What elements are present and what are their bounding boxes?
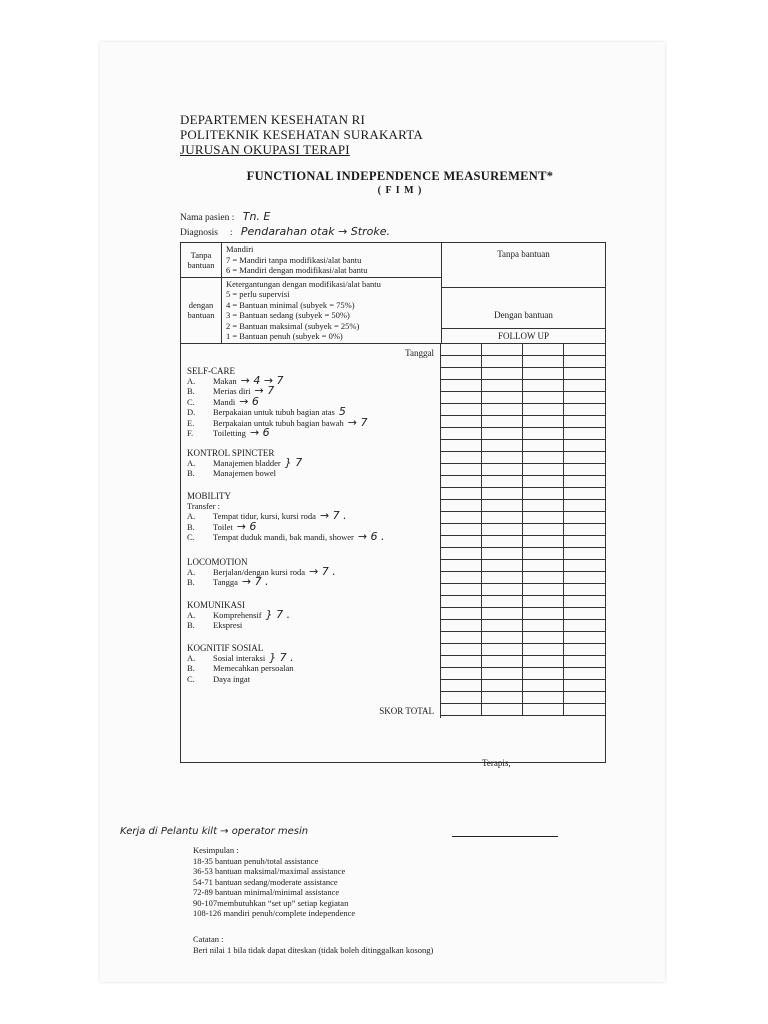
follow-up-header: FOLLOW UP — [442, 328, 605, 343]
follow-up-cell — [564, 428, 605, 440]
levels-right — [442, 243, 605, 343]
item-score: } 7 . — [269, 650, 294, 664]
level-item: 4 = Bantuan minimal (subyek = 75%) — [226, 299, 355, 310]
follow-up-cell — [441, 356, 482, 368]
signature-line — [452, 836, 558, 837]
follow-up-cell — [523, 476, 564, 488]
follow-up-cell — [441, 500, 482, 512]
list-item — [187, 468, 434, 479]
kesimpulan-line: 108-126 mandiri penuh/complete independence — [193, 908, 356, 918]
header-dept: DEPARTEMEN KESEHATAN RI — [180, 112, 366, 127]
diagnosis-label: Diagnosis — [180, 228, 218, 238]
follow-up-cell — [523, 512, 564, 524]
follow-up-cell — [564, 656, 605, 668]
kesimpulan-line: 54-71 bantuan sedang/moderate assistance — [193, 876, 338, 887]
follow-up-cell — [523, 704, 564, 716]
follow-up-cell — [523, 572, 564, 584]
follow-up-cell — [441, 428, 482, 440]
header-poltek: POLITEKNIK KESEHATAN SURAKARTA — [180, 127, 423, 142]
follow-up-cell — [482, 392, 523, 404]
follow-up-cell — [482, 548, 523, 560]
item-score: 5 — [338, 405, 346, 418]
item-label: Toilet — [213, 521, 233, 532]
follow-up-cell — [441, 704, 482, 716]
kesimpulan-line: 90-107membutuhkan “set up” setiap kegiatan — [193, 897, 349, 908]
header-jurusan: JURUSAN OKUPASI TERAPI — [180, 142, 350, 157]
item-score: → 7 . — [309, 564, 336, 578]
patient-info: Nama pasien : Tn. E Diagnosis : Pendarahan otak → Stroke. — [180, 210, 390, 238]
follow-up-cell — [523, 680, 564, 692]
level-item: 2 = Bantuan maksimal (subyek = 25%) — [226, 320, 360, 331]
tanggal-label: Tanggal — [405, 347, 434, 358]
item-score: → 6 — [249, 426, 270, 439]
fim-table — [180, 242, 606, 763]
level-item: 5 = perlu supervisi — [226, 289, 290, 299]
list-item — [187, 386, 434, 397]
follow-up-cell — [482, 692, 523, 704]
item-label: Berjalan/dengan kursi roda — [213, 566, 306, 577]
follow-up-cell — [482, 356, 523, 368]
tanpa-items — [222, 243, 441, 277]
item-label: Tempat duduk mandi, bak mandi, shower — [213, 532, 354, 542]
follow-up-cell — [564, 440, 605, 452]
follow-up-cell — [441, 692, 482, 704]
follow-up-cell — [564, 692, 605, 704]
follow-up-cell — [523, 500, 564, 512]
item-score: → 7 — [347, 415, 368, 429]
follow-up-cell — [523, 452, 564, 464]
follow-up-cell — [482, 656, 523, 668]
dengan-row — [181, 278, 441, 343]
kesimpulan-line: 72-89 bantuan minimal/minimal assistance — [193, 887, 340, 897]
follow-up-cell — [441, 452, 482, 464]
follow-up-cell — [482, 500, 523, 512]
kesimpulan-line: 36-53 bantuan maksimal/maximal assistance — [193, 866, 346, 876]
catatan-title: Catatan : — [193, 934, 224, 944]
follow-up-cell — [523, 584, 564, 596]
follow-up-cell — [523, 668, 564, 680]
follow-up-cell — [564, 584, 605, 596]
follow-up-cell — [564, 608, 605, 620]
item-key: B. — [187, 468, 195, 478]
item-key: B. — [187, 577, 195, 587]
follow-up-cell — [564, 620, 605, 632]
follow-up-cell — [482, 416, 523, 428]
follow-up-cell — [523, 536, 564, 548]
section-title: SELF-CARE — [187, 365, 236, 376]
follow-up-cell — [482, 428, 523, 440]
level-item: Ketergantungan dengan modifikasi/alat bantu — [226, 278, 381, 289]
follow-up-cell — [564, 392, 605, 404]
section-title: KOMUNIKASI — [187, 599, 245, 610]
item-label: Mandi — [213, 396, 236, 407]
follow-up-cell — [482, 608, 523, 620]
follow-up-cell — [564, 500, 605, 512]
follow-up-cell — [482, 620, 523, 632]
follow-up-cell — [441, 680, 482, 692]
follow-up-cell — [482, 668, 523, 680]
dengan-label: dengan bantuan — [181, 278, 222, 343]
section-title: MOBILITY — [187, 490, 231, 501]
follow-up-cell — [523, 620, 564, 632]
follow-up-cell — [482, 476, 523, 488]
item-key: C. — [187, 396, 195, 407]
level-item: Mandiri — [226, 244, 254, 254]
level-item: 7 = Mandiri tanpa modifikasi/alat bantu — [226, 254, 362, 265]
tanpa-row — [181, 243, 441, 278]
follow-up-cell — [482, 644, 523, 656]
follow-up-cell — [482, 536, 523, 548]
follow-up-cell — [482, 704, 523, 716]
item-label: Tangga — [213, 577, 238, 587]
name-label: Nama pasien — [180, 213, 230, 223]
item-label: Komprehensif — [213, 609, 262, 620]
follow-up-cell — [564, 368, 605, 380]
right-dengan-label: Dengan bantuan — [494, 310, 553, 321]
item-score: → 7 . — [241, 575, 269, 588]
item-label: Memecahkan persoalan — [213, 663, 294, 673]
item-label: Toiletting — [213, 428, 246, 438]
handwritten-note: Kerja di Pelantu kilt → operator mesin — [120, 826, 309, 837]
item-score: → 7 — [254, 384, 275, 397]
follow-up-cell — [564, 476, 605, 488]
diagnosis-value: Pendarahan otak → Stroke. — [240, 225, 390, 238]
follow-up-cell — [441, 404, 482, 416]
item-label: Berpakaian untuk tubuh bagian atas — [213, 407, 335, 417]
follow-up-cell — [441, 512, 482, 524]
follow-up-cell — [482, 464, 523, 476]
item-label: Berpakaian untuk tubuh bagian bawah — [213, 417, 344, 428]
list-item — [187, 428, 434, 439]
kesimpulan-line: 18-35 bantuan penuh/total assistance — [193, 855, 319, 866]
item-key: B. — [187, 663, 195, 673]
follow-up-cell — [523, 488, 564, 500]
follow-up-cell — [564, 344, 605, 356]
follow-up-cell — [441, 368, 482, 380]
skor-total-label: SKOR TOTAL — [379, 705, 434, 716]
item-score: } 7 — [284, 455, 303, 469]
follow-up-cell — [441, 584, 482, 596]
follow-up-cell — [441, 536, 482, 548]
follow-up-cell — [564, 452, 605, 464]
follow-up-cell — [482, 584, 523, 596]
follow-up-cell — [564, 704, 605, 716]
follow-up-cell — [523, 644, 564, 656]
follow-up-cell — [441, 476, 482, 488]
follow-up-cell — [523, 560, 564, 572]
follow-up-cell — [564, 572, 605, 584]
follow-up-cell — [523, 356, 564, 368]
item-key: A. — [187, 375, 196, 386]
list-item — [187, 394, 434, 408]
follow-up-grid — [441, 344, 605, 718]
follow-up-cell — [482, 512, 523, 524]
section-subtitle: Transfer : — [187, 500, 220, 511]
item-key: F. — [187, 428, 194, 438]
item-key: A. — [187, 511, 196, 521]
follow-up-cell — [441, 656, 482, 668]
item-key: A. — [187, 652, 196, 663]
section-title: KOGNITIF SOSIAL — [187, 642, 264, 653]
form-title: FUNCTIONAL INDEPENDENCE MEASUREMENT* — [246, 169, 554, 183]
follow-up-cell — [564, 524, 605, 536]
level-item: 1 = Bantuan penuh (subyek = 0%) — [226, 331, 343, 341]
items-list — [181, 344, 441, 718]
follow-up-cell — [564, 512, 605, 524]
follow-up-cell — [482, 488, 523, 500]
catatan-block — [193, 934, 433, 955]
list-item — [187, 607, 434, 621]
list-item — [187, 519, 434, 533]
list-item — [187, 620, 434, 631]
dengan-items — [222, 278, 441, 343]
follow-up-cell — [482, 632, 523, 644]
terapis-label: Terapis, — [482, 758, 511, 768]
level-item: 6 = Mandiri dengan modifikasi/alat bantu — [226, 265, 368, 275]
follow-up-cell — [523, 416, 564, 428]
follow-up-cell — [523, 596, 564, 608]
item-key: A. — [187, 457, 196, 468]
list-item — [187, 532, 434, 543]
follow-up-cell — [523, 392, 564, 404]
item-score: → 6 — [239, 394, 259, 408]
list-item — [187, 407, 434, 418]
section-title: KONTROL SPINCTER — [187, 447, 275, 458]
follow-up-cell — [564, 416, 605, 428]
follow-up-cell — [441, 488, 482, 500]
kesimpulan-title: Kesimpulan : — [193, 845, 239, 855]
item-label: Merias diri — [213, 386, 251, 396]
follow-up-cell — [564, 644, 605, 656]
item-key: C. — [187, 673, 195, 684]
follow-up-cell — [564, 356, 605, 368]
right-tanpa: Tanpa bantuan — [442, 243, 605, 288]
list-item — [187, 577, 434, 588]
kesimpulan-block — [193, 845, 355, 919]
list-item — [187, 511, 434, 522]
item-label: Manajemen bladder — [213, 457, 281, 468]
follow-up-cell — [441, 632, 482, 644]
follow-up-cell — [564, 668, 605, 680]
follow-up-cell — [523, 464, 564, 476]
document-content — [180, 112, 620, 763]
follow-up-cell — [523, 440, 564, 452]
item-score: → 6 — [236, 519, 257, 533]
follow-up-cell — [523, 404, 564, 416]
follow-up-cell — [482, 560, 523, 572]
name-value: Tn. E — [242, 210, 271, 223]
item-label: Daya ingat — [213, 673, 251, 684]
item-score: → 7 . — [319, 509, 347, 522]
level-item: 3 = Bantuan sedang (subyek = 50%) — [226, 310, 350, 320]
follow-up-cell — [482, 380, 523, 392]
item-label: Makan — [213, 375, 237, 386]
follow-up-cell — [482, 344, 523, 356]
follow-up-cell — [441, 572, 482, 584]
follow-up-cell — [523, 368, 564, 380]
follow-up-cell — [441, 344, 482, 356]
follow-up-cell — [441, 644, 482, 656]
follow-up-cell — [482, 524, 523, 536]
follow-up-cell — [564, 380, 605, 392]
item-key: C. — [187, 532, 195, 542]
follow-up-cell — [523, 656, 564, 668]
section-title: LOCOMOTION — [187, 556, 248, 567]
follow-up-cell — [441, 524, 482, 536]
list-item — [187, 415, 434, 429]
item-label: Manajemen bowel — [213, 468, 277, 478]
item-label: Ekspresi — [213, 620, 243, 630]
follow-up-cell — [564, 680, 605, 692]
follow-up-cell — [441, 416, 482, 428]
item-score: → 4 → 7 — [240, 373, 284, 387]
follow-up-cell — [441, 440, 482, 452]
follow-up-cell — [441, 668, 482, 680]
list-item — [187, 564, 434, 578]
follow-up-cell — [564, 488, 605, 500]
tanpa-label: Tanpa bantuan — [181, 243, 222, 277]
item-label: Tempat tidur, kursi, kursi roda — [213, 511, 316, 521]
follow-up-cell — [482, 596, 523, 608]
follow-up-cell — [564, 560, 605, 572]
right-dengan — [442, 288, 605, 343]
item-key: B. — [187, 620, 195, 630]
form-subtitle: ( F I M ) — [377, 185, 423, 196]
follow-up-cell — [441, 608, 482, 620]
follow-up-cell — [482, 680, 523, 692]
follow-up-cell — [523, 428, 564, 440]
item-key: A. — [187, 566, 196, 577]
follow-up-cell — [441, 596, 482, 608]
follow-up-cell — [564, 632, 605, 644]
follow-up-cell — [482, 368, 523, 380]
item-score: → 6 . — [357, 530, 385, 543]
follow-up-cell — [482, 452, 523, 464]
item-key: B. — [187, 521, 195, 532]
item-label: Sosial interaksi — [213, 652, 266, 663]
follow-up-cell — [523, 608, 564, 620]
follow-up-cell — [564, 404, 605, 416]
follow-up-cell — [441, 620, 482, 632]
catatan-text: Beri nilai 1 bila tidak dapat diteskan (tidak boleh ditinggalkan kosong) — [193, 944, 434, 955]
follow-up-cell — [482, 572, 523, 584]
list-item — [187, 455, 434, 469]
item-key: B. — [187, 386, 195, 396]
item-key: E. — [187, 417, 195, 428]
follow-up-cell — [482, 404, 523, 416]
item-key: D. — [187, 407, 196, 417]
follow-up-cell — [441, 380, 482, 392]
follow-up-cell — [523, 632, 564, 644]
list-item — [187, 650, 434, 664]
follow-up-cell — [441, 560, 482, 572]
follow-up-cell — [564, 596, 605, 608]
follow-up-cell — [523, 380, 564, 392]
item-score: } 7 . — [265, 607, 291, 621]
follow-up-cell — [441, 464, 482, 476]
follow-up-cell — [523, 548, 564, 560]
items-section — [181, 344, 605, 718]
follow-up-cell — [564, 536, 605, 548]
levels-section — [181, 243, 605, 344]
follow-up-cell — [441, 392, 482, 404]
follow-up-cell — [523, 344, 564, 356]
follow-up-cell — [482, 440, 523, 452]
follow-up-cell — [523, 524, 564, 536]
follow-up-cell — [523, 692, 564, 704]
list-item — [187, 663, 434, 674]
levels-left — [181, 243, 442, 343]
follow-up-cell — [441, 548, 482, 560]
follow-up-cell — [564, 548, 605, 560]
follow-up-cell — [564, 464, 605, 476]
list-item — [187, 674, 434, 685]
list-item — [187, 373, 434, 387]
item-key: A. — [187, 609, 196, 620]
